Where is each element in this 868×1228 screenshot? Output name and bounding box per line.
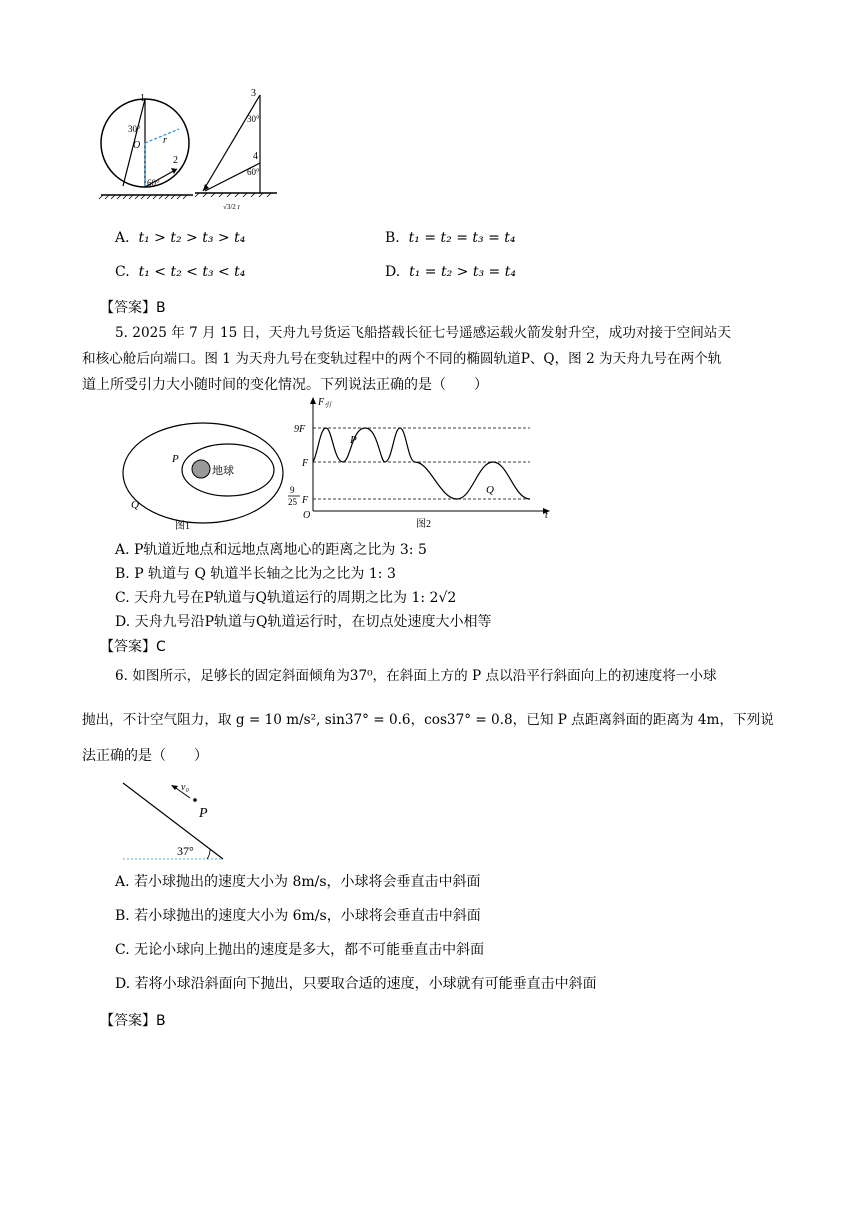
q4-label-1: 1 (140, 93, 145, 104)
q5-option-d[interactable]: D. 天舟九号沿P轨道与Q轨道运行时，在切点处速度大小相等 (115, 614, 492, 630)
q5-fig2-caption: 图2 (416, 519, 431, 530)
q6-stem-line3: 法正确的是（ ） (82, 748, 208, 764)
q4-circle-figure (99, 93, 193, 199)
q5-fig2-f-axis: $F_引$ (318, 397, 332, 409)
q5-option-a[interactable]: A. P轨道近地点和远地点离地心的距离之比为 3: 5 (115, 542, 427, 558)
q5-fig2-origin: O (303, 510, 311, 521)
q5-fig2-q: Q (486, 484, 494, 496)
q6-option-b[interactable]: B. 若小球抛出的速度大小为 6m/s，小球将会垂直击中斜面 (115, 908, 481, 924)
q4-answer: 【答案】B (100, 300, 166, 316)
q4-label-2: 2 (173, 155, 178, 166)
q5-fig1-q: Q (131, 499, 139, 511)
q5-fig2-t-axis: t (545, 510, 548, 521)
q6-option-d[interactable]: D. 若将小球沿斜面向下抛出，只要取合适的速度，小球就有可能垂直击中斜面 (115, 976, 597, 992)
q6-label-p: P (199, 806, 208, 821)
q5-option-b[interactable]: B. P 轨道与 Q 轨道半长轴之比为之比为 1: 3 (115, 566, 396, 582)
q6-option-a[interactable]: A. 若小球抛出的速度大小为 8m/s，小球将会垂直击中斜面 (115, 874, 481, 890)
q5-fig2-curve (313, 428, 530, 499)
q5-figure2-force-graph (280, 393, 560, 533)
q4-label-3: 3 (251, 88, 256, 99)
q5-stem-line3: 道上所受引力大小随时间的变化情况。下列说法正确的是（ ） (82, 377, 488, 393)
q6-answer: 【答案】B (100, 1013, 166, 1029)
q4-option-d[interactable]: D. t₁ = t₂ > t₃ = t₄ (385, 264, 516, 280)
q6-label-angle: 37° (177, 844, 194, 858)
q5-fig2-frac-f: F (302, 495, 309, 506)
q5-fig1-caption: 图1 (175, 521, 190, 532)
q4-label-r: r (163, 135, 167, 146)
q4-option-c[interactable]: C. t₁ < t₂ < t₃ < t₄ (115, 264, 246, 280)
q5-fig2-p: P (350, 434, 357, 446)
q5-fig1-p: P (172, 453, 179, 465)
q4-label-60deg-right: 60° (247, 167, 260, 177)
q6-stem-line2: 抛出，不计空气阻力，取 g = 10 m/s², sin37° = 0.6，cos37° = 0.8，已知 P 点距离斜面的距离为 4m，下列说 (82, 712, 774, 728)
earth-icon (192, 460, 210, 478)
q5-stem-line1: 5. 2025 年 7 月 15 日，天舟九号货运飞船搭载长征七号遥感运载火箭发射升空，成功对接于空间站天 (115, 325, 731, 341)
q4-incline-figure (195, 88, 277, 211)
q5-option-c[interactable]: C. 天舟九号在P轨道与Q轨道运行的周期之比为 1: 2√2 (115, 590, 457, 606)
q5-stem-line2: 和核心舱后向端口。图 1 为天舟九号在变轨过程中的两个不同的椭圆轨道P、Q，图 2 为天舟九号在两个轨 (82, 351, 722, 367)
q4-label-30deg-right: 30° (247, 114, 260, 124)
q6-label-v0: v₀ (181, 782, 189, 793)
q4-label-sqrt3-r: √3/2 r (223, 203, 240, 211)
q5-figure1-orbits (115, 408, 290, 533)
q4-label-30deg: 30° (128, 124, 141, 134)
q4-label-4: 4 (253, 151, 258, 162)
q4-figures (95, 85, 295, 215)
q5-fig2-frac-num: 9 (290, 485, 295, 495)
q4-option-a[interactable]: A. t₁ > t₂ > t₃ > t₄ (115, 230, 246, 246)
q5-fig2-9f: 9F (294, 424, 306, 435)
q4-label-o: O (133, 140, 141, 151)
q6-figure-incline (115, 775, 235, 865)
q6-option-c[interactable]: C. 无论小球向上抛出的速度是多大，都不可能垂直击中斜面 (115, 942, 485, 958)
q5-answer: 【答案】C (100, 639, 166, 655)
q5-fig2-frac-den: 25 (288, 497, 297, 507)
q5-fig2-f: F (302, 458, 309, 469)
q4-option-b[interactable]: B. t₁ = t₂ = t₃ = t₄ (385, 230, 516, 246)
q6-stem-line1: 6. 如图所示，足够长的固定斜面倾角为37⁰，在斜面上方的 P 点以沿平行斜面向上的初速度将一小球 (115, 668, 717, 684)
q5-fig1-earth-label: 地球 (212, 465, 234, 477)
q4-label-60deg: 60° (147, 178, 160, 188)
